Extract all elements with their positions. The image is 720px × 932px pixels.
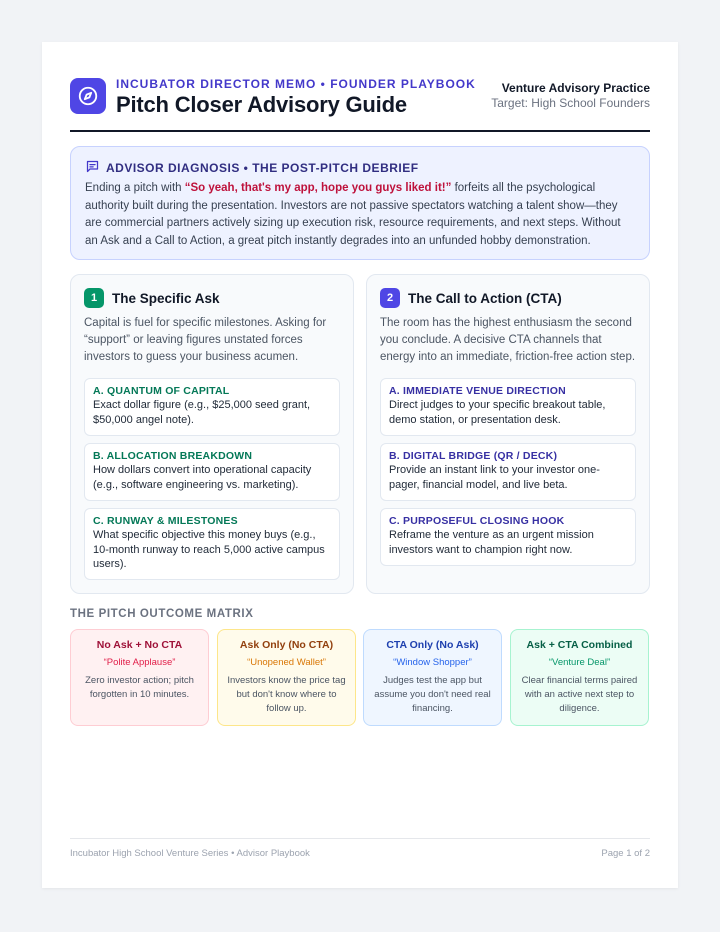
header-rule (70, 130, 650, 132)
card-item (380, 443, 636, 501)
matrix-cell-subtitle: “Venture Deal” (548, 657, 611, 668)
organization-name: Venture Advisory Practice (501, 81, 650, 95)
matrix-cell-cta-only (363, 629, 502, 726)
matrix-cell-subtitle: “Unopened Wallet” (247, 657, 326, 668)
memo-kicker: INCUBATOR DIRECTOR MEMO • FOUNDER PLAYBOOK (116, 77, 476, 91)
card-item (84, 378, 340, 436)
card-item-text: Exact dollar figure (e.g., $25,000 seed grant, $50,000 angel note). (93, 399, 311, 426)
card-item-text: Provide an instant link to your investor one-pager, financial model, and live beta. (389, 464, 600, 491)
footer-rule (70, 838, 650, 839)
card-item (380, 378, 636, 436)
diagnosis-text (85, 180, 635, 250)
matrix-cell-ask-only (217, 629, 356, 726)
diagnosis-text-intro: Ending a pitch with (85, 182, 185, 194)
card-number-badge: 2 (380, 288, 400, 308)
card-item-text: Reframe the venture as an urgent mission investors want to champion right now. (389, 529, 594, 556)
matrix-cell-text: Investors know the price tag but don't know where to follow up. (227, 675, 346, 714)
matrix-cell-text: Zero investor action; pitch forgotten in 10 minutes. (85, 675, 194, 700)
matrix-cell-title: No Ask + No CTA (96, 639, 183, 651)
target-audience: Target: High School Founders (491, 96, 650, 110)
card-description: Capital is fuel for specific milestones. Asking for “support” or leaving figures unstated forces investors to guess your business acumen. (84, 317, 327, 363)
card-description: The room has the highest enthusiasm the second you conclude. A decisive CTA channels that energy into an immediate, friction-free action step. (380, 317, 636, 363)
compass-icon (70, 78, 106, 114)
card-item-title: B. DIGITAL BRIDGE (QR / DECK) (389, 450, 558, 462)
diagnosis-heading-row (85, 159, 635, 177)
card-call-to-action (366, 274, 650, 594)
card-number-badge: 1 (84, 288, 104, 308)
page-number: Page 1 of 2 (601, 848, 650, 859)
advisor-diagnosis-box (70, 146, 650, 260)
chat-bubble-icon (85, 159, 100, 177)
card-item-title: B. ALLOCATION BREAKDOWN (93, 450, 253, 462)
diagnosis-quote: “So yeah, that's my app, hope you guys liked it!” (184, 182, 452, 194)
matrix-cell-title: Ask + CTA Combined (526, 639, 633, 651)
card-item-text: What specific objective this money buys (e.g., 10-month runway to reach 5,000 active campus users). (93, 529, 325, 570)
diagnosis-heading: ADVISOR DIAGNOSIS • THE POST-PITCH DEBRIEF (106, 161, 419, 175)
card-title: The Specific Ask (112, 290, 220, 306)
matrix-cell-ask-and-cta (510, 629, 649, 726)
matrix-cell-subtitle: “Polite Applause” (103, 657, 176, 668)
card-item (84, 443, 340, 501)
header (70, 76, 650, 132)
card-header (380, 288, 562, 308)
card-item (84, 508, 340, 580)
matrix-cell-title: Ask Only (No CTA) (239, 639, 334, 651)
card-item-title: A. IMMEDIATE VENUE DIRECTION (389, 385, 566, 397)
card-item-text: How dollars convert into operational capacity (e.g., software engineering vs. marketing). (93, 464, 312, 491)
matrix-cell-subtitle: “Window Shopper” (393, 657, 472, 668)
card-specific-ask (70, 274, 354, 594)
matrix-cell-title: CTA Only (No Ask) (386, 639, 479, 651)
page-title: Pitch Closer Advisory Guide (116, 92, 407, 117)
card-header (84, 288, 220, 308)
diagnosis-text-body: forfeits all the psychological authority built during the presentation. Investors are not passive spectators watching a talent show—they are commercial partners actively sizing up execution risk, resource requirements, and next steps. Without an Ask and a Call to Action, a great pitch instantly degrades into an unfunded hobby demonstration. (85, 182, 621, 247)
matrix-cell-text: Judges test the app but assume you don't need real financing. (374, 675, 491, 714)
card-item (380, 508, 636, 566)
memo-page (42, 42, 678, 888)
matrix-cell-no-ask-no-cta (70, 629, 209, 726)
matrix-label: THE PITCH OUTCOME MATRIX (70, 608, 254, 620)
card-item-title: C. PURPOSEFUL CLOSING HOOK (389, 515, 565, 527)
card-title: The Call to Action (CTA) (408, 290, 562, 306)
footer-series: Incubator High School Venture Series • Advisor Playbook (70, 848, 310, 859)
card-item-text: Direct judges to your specific breakout table, demo station, or presentation desk. (389, 399, 606, 426)
card-item-title: C. RUNWAY & MILESTONES (93, 515, 238, 527)
matrix-cell-text: Clear financial terms paired with an active next step to diligence. (521, 675, 638, 714)
card-item-title: A. QUANTUM OF CAPITAL (93, 385, 230, 397)
